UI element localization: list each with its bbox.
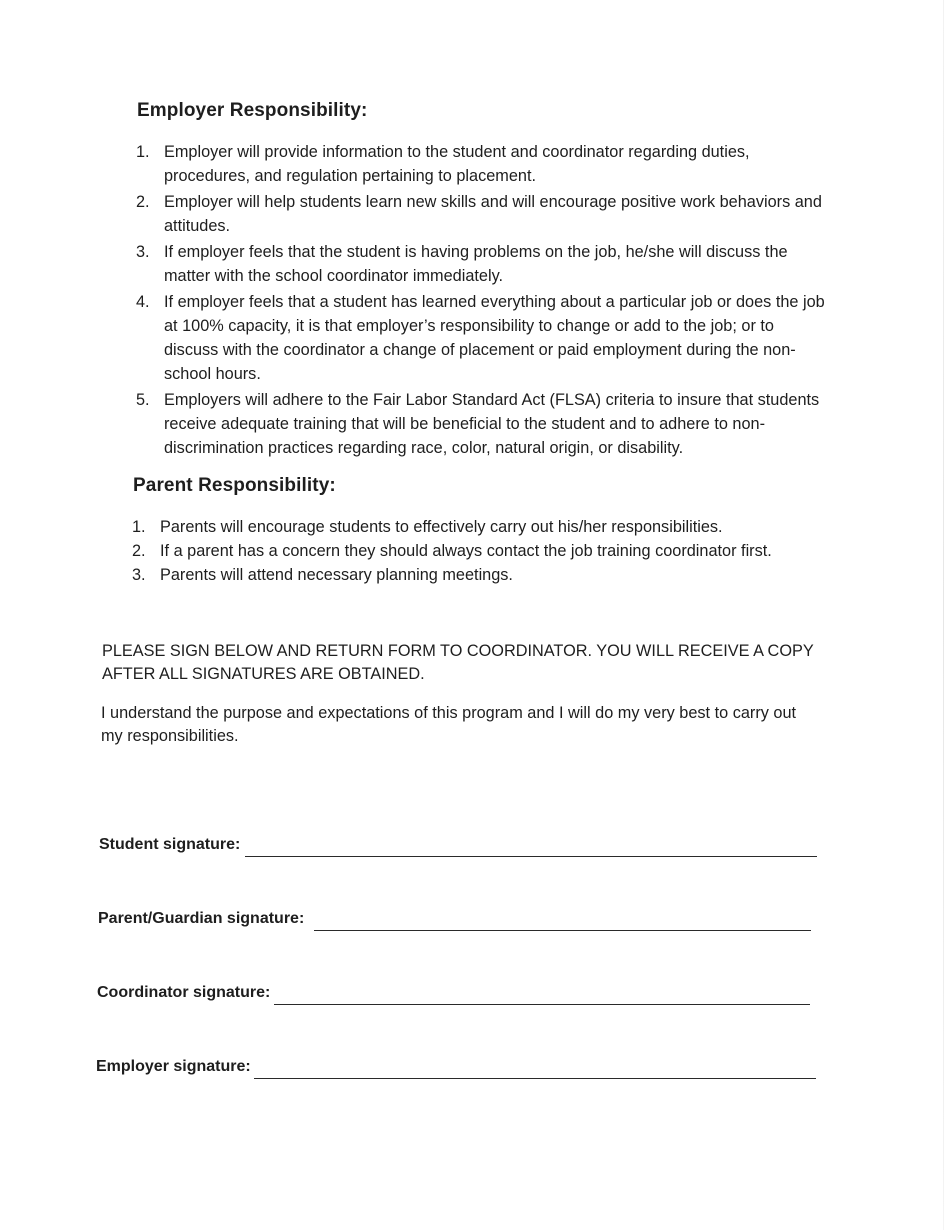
item-number: 2.: [136, 193, 150, 211]
employer-heading: Employer Responsibility:: [137, 100, 368, 121]
employer-signature-row: [96, 1058, 821, 1088]
student-signature-row: [99, 836, 819, 866]
item-text: Parents will encourage students to effectively carry out his/her responsibilities.: [160, 518, 723, 536]
item-text: If employer feels that the student is having problems on the job, he/she will discuss the matter with the school coordinator immediately.: [164, 243, 788, 285]
list-item: [136, 240, 826, 288]
list-item: [136, 388, 826, 460]
parent-signature-label: Parent/Guardian signature:: [98, 910, 305, 927]
item-text: Parents will attend necessary planning meetings.: [160, 566, 513, 584]
item-number: 2.: [132, 542, 146, 560]
student-signature-line[interactable]: [245, 856, 817, 857]
parent-signature-row: [98, 910, 818, 940]
list-item: [132, 539, 832, 563]
signing-instructions: PLEASE SIGN BELOW AND RETURN FORM TO COORDINATOR. YOU WILL RECEIVE A COPY AFTER ALL SIGNATURES ARE OBTAINED.: [102, 642, 814, 683]
parent-signature-line[interactable]: [314, 930, 811, 931]
scan-edge: [943, 0, 944, 1230]
item-number: 3.: [136, 243, 150, 261]
parent-heading: Parent Responsibility:: [133, 475, 336, 496]
item-text: Employer will provide information to the student and coordinator regarding duties, procedures, and regulation pertaining to placement.: [164, 143, 750, 185]
employer-list: [136, 140, 826, 460]
student-signature-label: Student signature:: [99, 836, 241, 853]
parent-list: [132, 515, 832, 587]
item-number: 3.: [132, 566, 146, 584]
list-item: [132, 563, 832, 587]
item-text: Employers will adhere to the Fair Labor Standard Act (FLSA) criteria to insure that students receive adequate training that will be beneficial to the student and to adhere to non-discrimination practices regarding race, color, natural origin, or disability.: [164, 391, 820, 457]
list-item: [136, 290, 826, 386]
item-number: 5.: [136, 391, 150, 409]
employer-signature-line[interactable]: [254, 1078, 816, 1079]
item-number: 1.: [136, 143, 150, 161]
coordinator-signature-label: Coordinator signature:: [97, 984, 271, 1001]
item-text: If a parent has a concern they should always contact the job training coordinator first.: [160, 542, 772, 560]
item-number: 1.: [132, 518, 146, 536]
employer-signature-label: Employer signature:: [96, 1058, 251, 1075]
item-text: If employer feels that a student has learned everything about a particular job or does the job at 100% capacity, it is that employer’s responsibility to change or add to the job; or to discuss with the coordinator a change of placement or paid employment during the non-school hours.: [164, 293, 825, 383]
coordinator-signature-row: [97, 984, 817, 1014]
list-item: [136, 190, 826, 238]
item-number: 4.: [136, 293, 150, 311]
item-text: Employer will help students learn new skills and will encourage positive work behaviors and attitudes.: [164, 193, 822, 235]
list-item: [132, 515, 832, 539]
agreement-statement: I understand the purpose and expectations of this program and I will do my very best to carry out my responsibilities.: [101, 704, 797, 745]
list-item: [136, 140, 826, 188]
coordinator-signature-line[interactable]: [274, 1004, 810, 1005]
